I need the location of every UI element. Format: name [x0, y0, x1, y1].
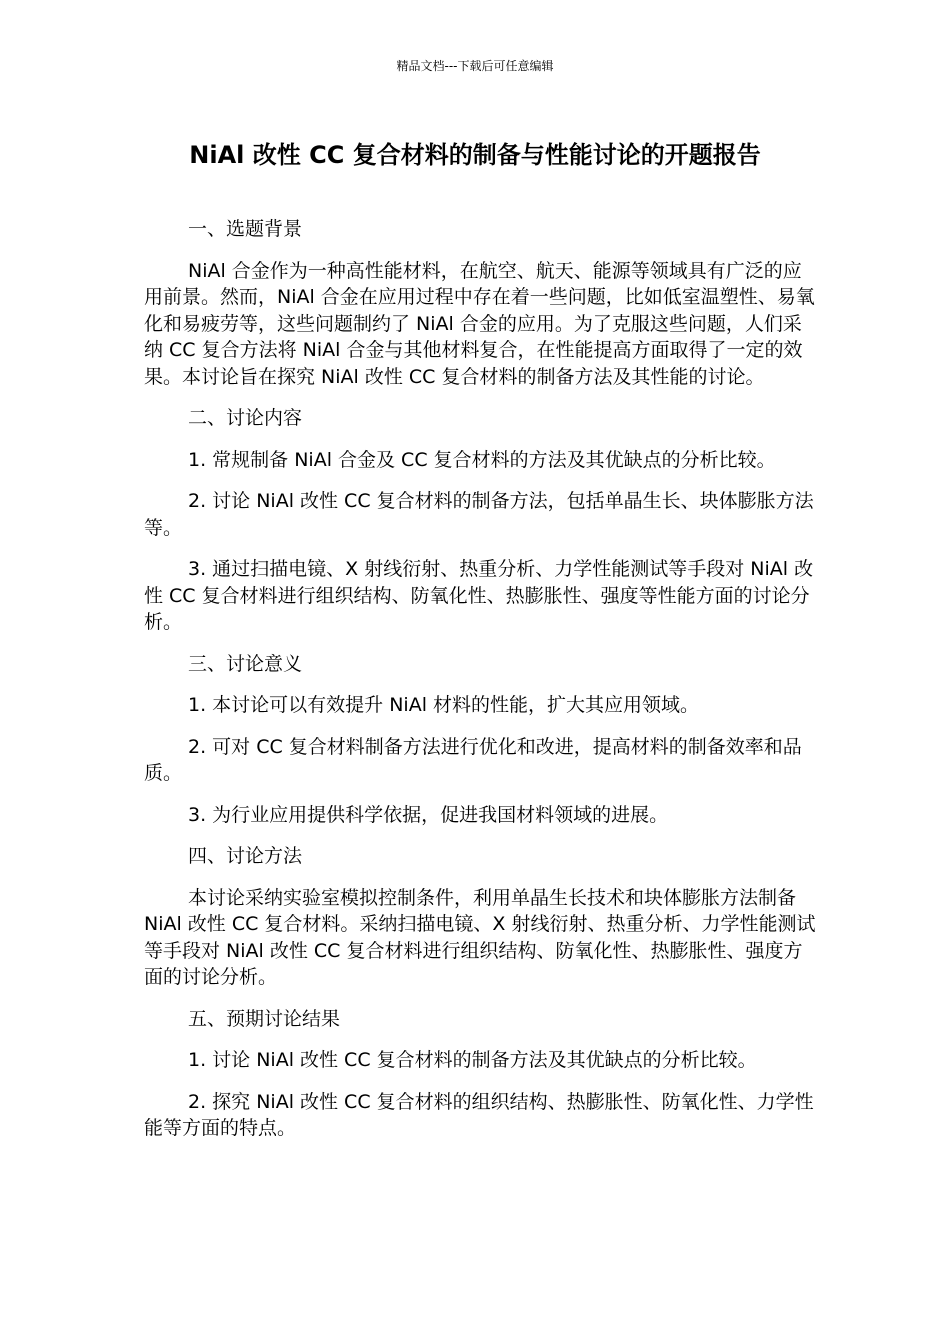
header-note: 精品文档---下载后可任意编辑	[396, 59, 554, 73]
section-heading-expected-results: 五、预期讨论结果	[188, 1007, 341, 1030]
paragraph-expected-1: 1. 讨论 NiAl 改性 CC 复合材料的制备方法及其优缺点的分析比较。	[188, 1049, 757, 1071]
paragraph-significance-1: 1. 本讨论可以有效提升 NiAl 材料的性能，扩大其应用领域。	[188, 694, 700, 716]
section-heading-content: 二、讨论内容	[188, 407, 303, 429]
section-heading-background: 一、选题背景	[188, 218, 303, 240]
paragraph-method: 本讨论采纳实验室模拟控制条件，利用单晶生长技术和块体膨胀方法制备 NiAl 改性 CC 复合材料。采纳扫描电镜、X 射线衍射、热重分析、力学性能测试等手段对 NiAl 改性 CC 复合材料进行组织结构、防氧化性、热膨胀性、强度方面的讨论分析。	[144, 886, 816, 988]
paragraph-significance-3: 3. 为行业应用提供科学依据，促进我国材料领域的进展。	[188, 803, 669, 826]
section-heading-method: 四、讨论方法	[188, 845, 303, 867]
document-body	[144, 216, 816, 1157]
paragraph-background: NiAl 合金作为一种高性能材料，在航空、航天、能源等领域具有广泛的应用前景。然而，NiAl 合金在应用过程中存在着一些问题，比如低室温塑性、易氧化和易疲劳等，这些问题制约了 NiAl 合金的应用。为了克服这些问题，人们采纳 CC 复合方法将 NiAl 合金与其他材料复合，在性能提高方面取得了一定的效果。本讨论旨在探究 NiAl 改性 CC 复合材料的制备方法及其性能的讨论。	[144, 259, 815, 388]
paragraph-significance-2: 2. 可对 CC 复合材料制备方法进行优化和改进，提高材料的制备效率和品质。	[144, 735, 802, 784]
section-heading-significance: 三、讨论意义	[188, 652, 303, 675]
paragraph-expected-2: 2. 探究 NiAl 改性 CC 复合材料的组织结构、热膨胀性、防氧化性、力学性能等方面的特点。	[144, 1090, 814, 1139]
document-title: NiAl 改性 CC 复合材料的制备与性能讨论的开题报告	[189, 141, 761, 169]
paragraph-content-1: 1. 常规制备 NiAl 合金及 CC 复合材料的方法及其优缺点的分析比较。	[188, 448, 776, 471]
paragraph-content-2: 2. 讨论 NiAl 改性 CC 复合材料的制备方法，包括单晶生长、块体膨胀方法等。	[144, 490, 814, 539]
paragraph-content-3: 3. 通过扫描电镜、X 射线衍射、热重分析、力学性能测试等手段对 NiAl 改性 CC 复合材料进行组织结构、防氧化性、热膨胀性、强度等性能方面的讨论分析。	[144, 558, 814, 633]
